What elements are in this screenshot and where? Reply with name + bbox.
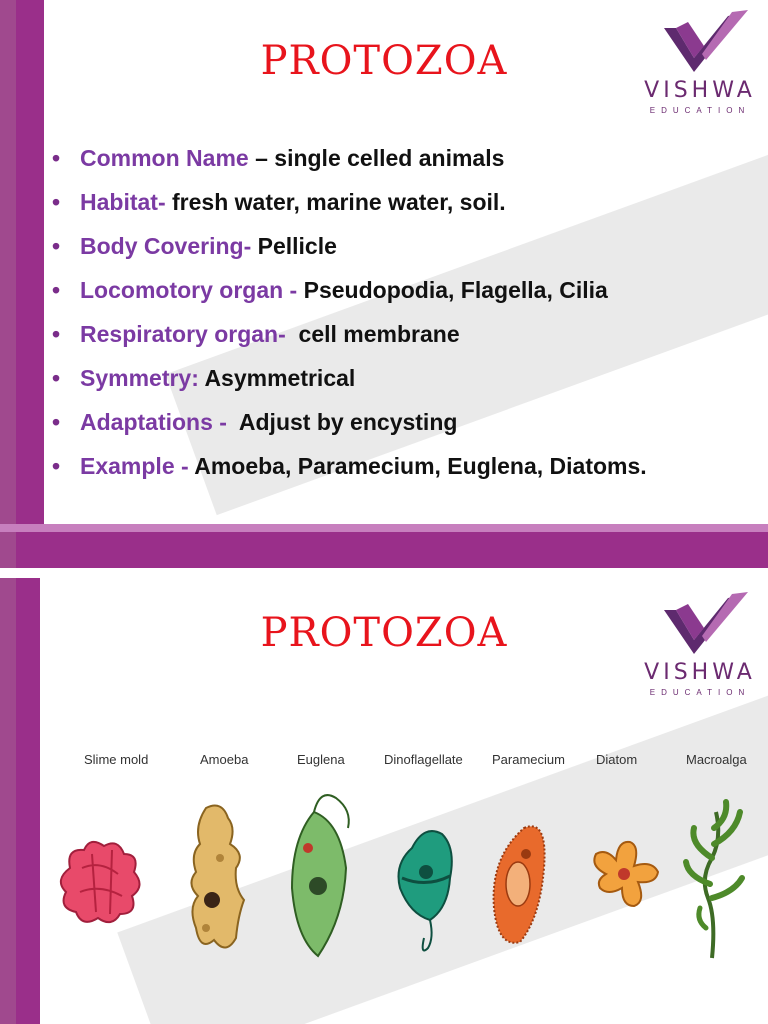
bullet-icon: • [52, 365, 61, 391]
slide-title: PROTOZOA [260, 38, 508, 84]
fact-value: single celled animals [274, 145, 505, 171]
list-item [52, 274, 647, 318]
fact-key: Habitat- [80, 189, 166, 215]
left-accent-bar [0, 0, 16, 568]
slide-title: PROTOZOA [260, 610, 508, 656]
fact-key: Body Covering- [80, 233, 252, 259]
bullet-icon: • [52, 321, 61, 347]
bullet-icon: • [52, 409, 61, 435]
logo-sub-text: EDUCATION [649, 106, 751, 115]
fact-value: Amoeba, Paramecium, Euglena, Diatoms. [194, 453, 647, 479]
bottom-accent-bar [16, 532, 768, 568]
bullet-icon: • [52, 453, 61, 479]
organism-label: Macroalga [686, 752, 747, 767]
bullet-icon: • [52, 233, 61, 259]
fact-key: Respiratory organ- [80, 321, 286, 347]
bullet-icon: • [52, 277, 61, 303]
fact-key: Example - [80, 453, 189, 479]
slime-mold-illustration [61, 842, 140, 922]
fact-value: Asymmetrical [204, 365, 356, 391]
organism-illustrations [0, 788, 768, 988]
logo-brand-text: VISHWA [644, 78, 756, 103]
diatom-illustration [594, 842, 658, 906]
vishwa-logo [636, 10, 764, 120]
list-item [52, 362, 647, 406]
fact-separator [227, 409, 239, 435]
organism-labels [0, 752, 768, 776]
bullet-icon: • [52, 145, 61, 171]
logo-brand-text: VISHWA [644, 660, 756, 685]
vishwa-v-icon [636, 592, 764, 660]
slide-2 [0, 578, 768, 1024]
fact-value: fresh water, marine water, soil. [172, 189, 506, 215]
fact-list [52, 142, 647, 494]
organism-label: Paramecium [492, 752, 565, 767]
organism-label: Dinoflagellate [384, 752, 463, 767]
vishwa-v-icon [636, 10, 764, 78]
organism-label: Amoeba [200, 752, 249, 767]
vishwa-logo [636, 592, 764, 702]
slide-gap [0, 568, 768, 578]
left-accent-bar-inner [16, 0, 44, 568]
list-item [52, 230, 647, 274]
macroalga-illustration [686, 802, 742, 958]
list-item [52, 318, 647, 362]
fact-value: Adjust by encysting [238, 409, 458, 435]
amoeba-illustration [191, 806, 244, 948]
logo-sub-text: EDUCATION [649, 688, 751, 697]
dinoflagellate-illustration [399, 831, 452, 950]
organism-label: Diatom [596, 752, 638, 767]
fact-key: Locomotory organ - [80, 277, 298, 303]
fact-separator: – [248, 145, 275, 171]
fact-separator [286, 321, 299, 347]
paramecium-illustration [494, 826, 545, 942]
organism-label: Slime mold [84, 752, 149, 767]
bullet-icon: • [52, 189, 61, 215]
fact-value: Pseudopodia, Flagella, Cilia [303, 277, 608, 303]
fact-key: Symmetry: [80, 365, 199, 391]
euglena-illustration [292, 795, 349, 956]
list-item [52, 142, 647, 186]
list-item [52, 186, 647, 230]
fact-key: Adaptations - [80, 409, 227, 435]
list-item [52, 450, 647, 494]
organism-label: Euglena [297, 752, 345, 767]
bottom-accent-strip [0, 524, 768, 532]
list-item [52, 406, 647, 450]
fact-key: Common Name [80, 145, 249, 171]
fact-value: cell membrane [298, 321, 460, 347]
fact-value: Pellicle [257, 233, 337, 259]
